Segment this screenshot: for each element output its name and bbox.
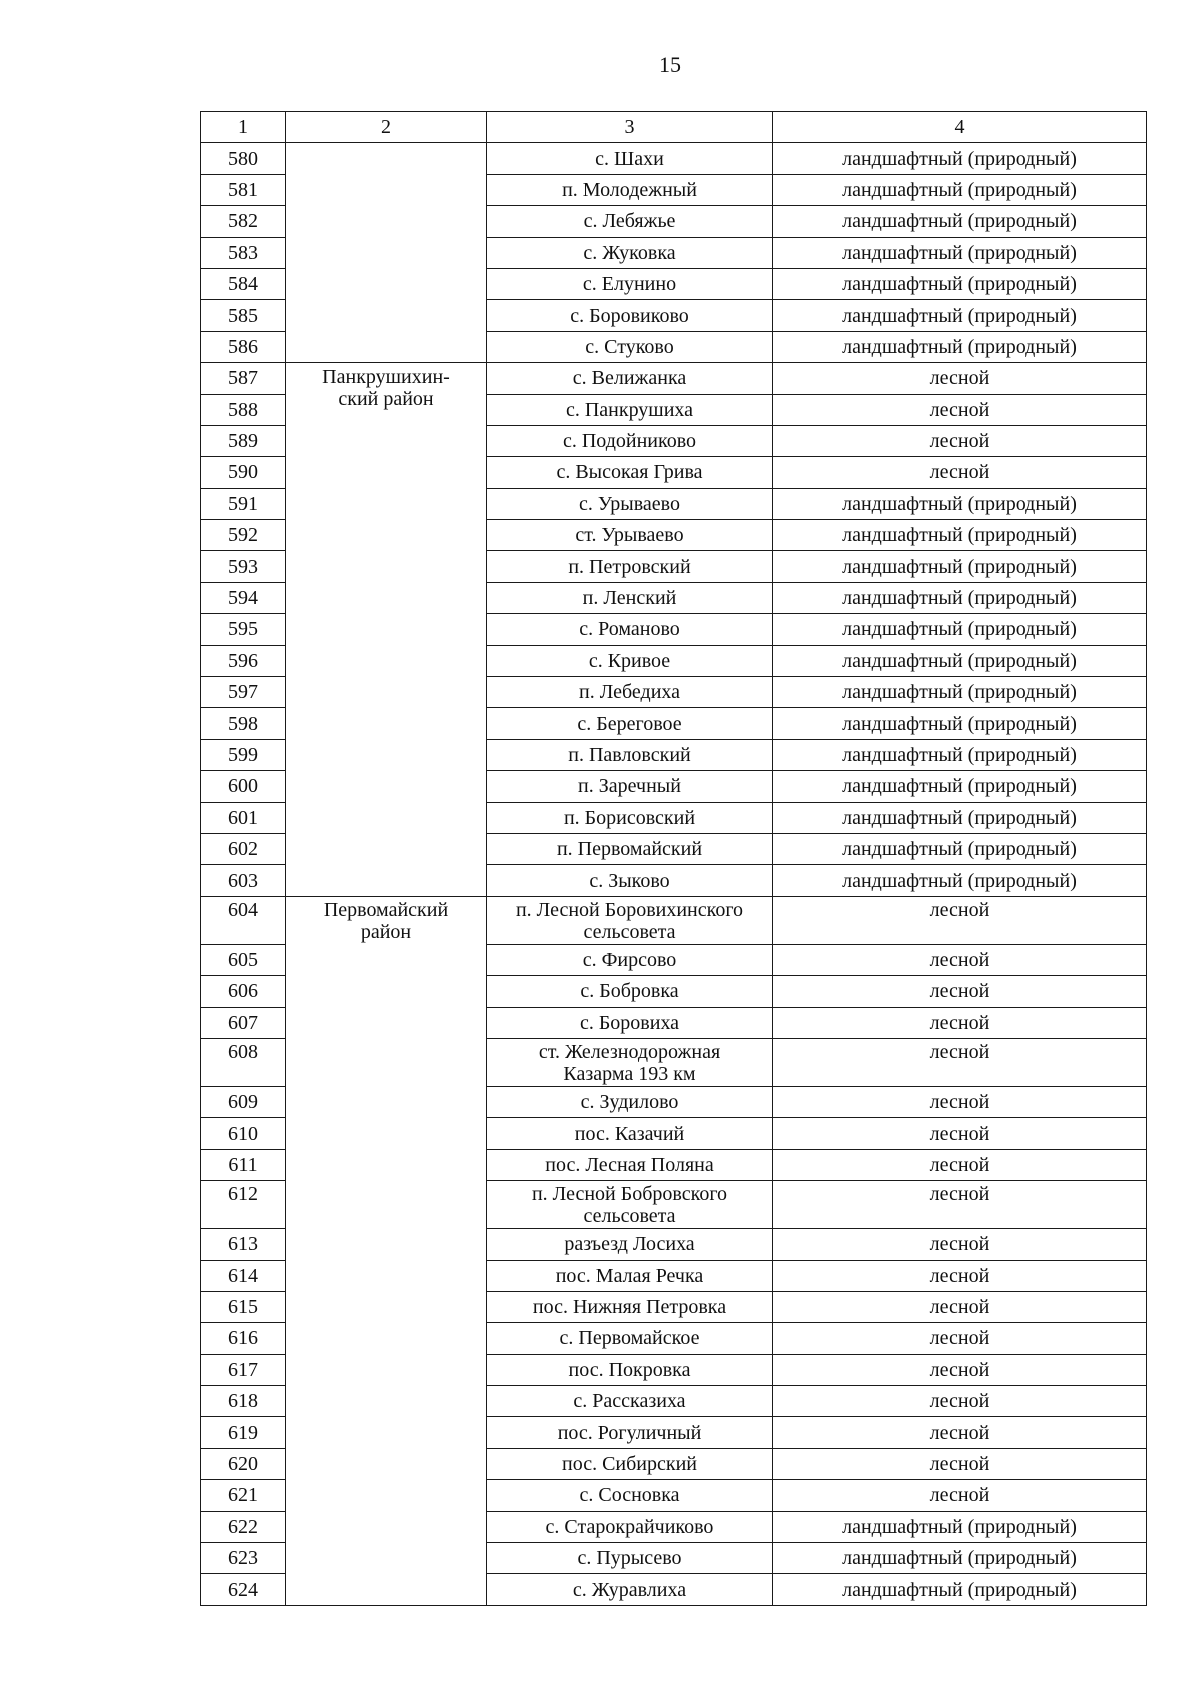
type-cell: ландшафтный (природный)	[773, 520, 1147, 551]
settlement-cell: с. Боровиха	[487, 1007, 773, 1038]
type-cell: ландшафтный (природный)	[773, 488, 1147, 519]
row-number-cell: 623	[201, 1543, 286, 1574]
row-number-cell: 590	[201, 457, 286, 488]
row-number-cell: 612	[201, 1181, 286, 1229]
settlement-cell: п. Лебедиха	[487, 677, 773, 708]
settlement-cell: с. Бобровка	[487, 976, 773, 1007]
row-number-cell: 594	[201, 582, 286, 613]
type-cell: лесной	[773, 425, 1147, 456]
row-number-cell: 614	[201, 1260, 286, 1291]
type-cell: лесной	[773, 1181, 1147, 1229]
settlement-cell: с. Боровиково	[487, 300, 773, 331]
type-cell: ландшафтный (природный)	[773, 143, 1147, 174]
settlement-cell: ст. Урываево	[487, 520, 773, 551]
row-number-cell: 624	[201, 1574, 286, 1605]
district-cell	[286, 143, 487, 363]
settlement-cell: п. Павловский	[487, 739, 773, 770]
type-cell: лесной	[773, 394, 1147, 425]
row-number-cell: 585	[201, 300, 286, 331]
table-row	[201, 143, 1147, 174]
settlement-cell: с. Фирсово	[487, 944, 773, 975]
header-cell: 4	[773, 112, 1147, 143]
row-number-cell: 607	[201, 1007, 286, 1038]
settlement-cell: с. Пурысево	[487, 1543, 773, 1574]
type-cell: лесной	[773, 1417, 1147, 1448]
settlement-cell: с. Велижанка	[487, 363, 773, 394]
type-cell: лесной	[773, 363, 1147, 394]
row-number-cell: 586	[201, 331, 286, 362]
type-cell: ландшафтный (природный)	[773, 300, 1147, 331]
type-cell: ландшафтный (природный)	[773, 677, 1147, 708]
row-number-cell: 609	[201, 1086, 286, 1117]
settlement-cell: с. Береговое	[487, 708, 773, 739]
settlement-cell: п. Лесной Бобровского сельсовета	[487, 1181, 773, 1229]
row-number-cell: 600	[201, 771, 286, 802]
settlement-cell: разъезд Лосиха	[487, 1229, 773, 1260]
row-number-cell: 611	[201, 1149, 286, 1180]
type-cell: ландшафтный (природный)	[773, 237, 1147, 268]
type-cell: ландшафтный (природный)	[773, 1511, 1147, 1542]
settlement-cell: с. Шахи	[487, 143, 773, 174]
row-number-cell: 581	[201, 174, 286, 205]
settlement-cell: с. Зудилово	[487, 1086, 773, 1117]
row-number-cell: 604	[201, 896, 286, 944]
settlement-cell: с. Рассказиха	[487, 1386, 773, 1417]
settlement-cell: пос. Рогуличный	[487, 1417, 773, 1448]
type-cell: ландшафтный (природный)	[773, 582, 1147, 613]
settlement-cell: с. Урываево	[487, 488, 773, 519]
settlement-cell: с. Кривое	[487, 645, 773, 676]
type-cell: ландшафтный (природный)	[773, 614, 1147, 645]
settlement-cell: п. Первомайский	[487, 833, 773, 864]
settlement-cell: пос. Лесная Поляна	[487, 1149, 773, 1180]
type-cell: ландшафтный (природный)	[773, 771, 1147, 802]
row-number-cell: 617	[201, 1354, 286, 1385]
type-cell: ландшафтный (природный)	[773, 206, 1147, 237]
settlement-cell: п. Заречный	[487, 771, 773, 802]
row-number-cell: 605	[201, 944, 286, 975]
row-number-cell: 621	[201, 1480, 286, 1511]
type-cell: лесной	[773, 1386, 1147, 1417]
row-number-cell: 592	[201, 520, 286, 551]
settlement-cell: с. Старокрайчиково	[487, 1511, 773, 1542]
row-number-cell: 584	[201, 268, 286, 299]
type-cell: лесной	[773, 457, 1147, 488]
type-cell: лесной	[773, 1149, 1147, 1180]
table-header-row	[201, 112, 1147, 143]
type-cell: лесной	[773, 1086, 1147, 1117]
settlement-cell: пос. Нижняя Петровка	[487, 1291, 773, 1322]
type-cell: лесной	[773, 1480, 1147, 1511]
type-cell: ландшафтный (природный)	[773, 174, 1147, 205]
type-cell: лесной	[773, 1323, 1147, 1354]
type-cell: ландшафтный (природный)	[773, 331, 1147, 362]
settlement-cell: с. Первомайское	[487, 1323, 773, 1354]
table-body	[201, 112, 1147, 1606]
row-number-cell: 602	[201, 833, 286, 864]
type-cell: ландшафтный (природный)	[773, 739, 1147, 770]
settlement-cell: с. Стуково	[487, 331, 773, 362]
row-number-cell: 601	[201, 802, 286, 833]
settlement-cell: пос. Малая Речка	[487, 1260, 773, 1291]
settlement-cell: пос. Казачий	[487, 1118, 773, 1149]
row-number-cell: 596	[201, 645, 286, 676]
type-cell: лесной	[773, 976, 1147, 1007]
type-cell: ландшафтный (природный)	[773, 708, 1147, 739]
settlement-cell: с. Елунино	[487, 268, 773, 299]
district-cell: Первомайский район	[286, 896, 487, 1605]
header-cell: 1	[201, 112, 286, 143]
type-cell: лесной	[773, 896, 1147, 944]
row-number-cell: 615	[201, 1291, 286, 1322]
row-number-cell: 613	[201, 1229, 286, 1260]
settlement-cell: с. Жуковка	[487, 237, 773, 268]
type-cell: лесной	[773, 1118, 1147, 1149]
type-cell: ландшафтный (природный)	[773, 1574, 1147, 1605]
row-number-cell: 599	[201, 739, 286, 770]
page-number: 15	[659, 52, 681, 77]
row-number-cell: 619	[201, 1417, 286, 1448]
row-number-cell: 610	[201, 1118, 286, 1149]
row-number-cell: 583	[201, 237, 286, 268]
settlement-cell: п. Петровский	[487, 551, 773, 582]
settlement-cell: п. Ленский	[487, 582, 773, 613]
row-number-cell: 618	[201, 1386, 286, 1417]
row-number-cell: 582	[201, 206, 286, 237]
settlement-cell: с. Сосновка	[487, 1480, 773, 1511]
row-number-cell: 620	[201, 1448, 286, 1479]
type-cell: ландшафтный (природный)	[773, 551, 1147, 582]
row-number-cell: 593	[201, 551, 286, 582]
row-number-cell: 597	[201, 677, 286, 708]
type-cell: лесной	[773, 944, 1147, 975]
row-number-cell: 608	[201, 1038, 286, 1086]
settlement-cell: пос. Сибирский	[487, 1448, 773, 1479]
table-row	[201, 896, 1147, 944]
settlement-cell: п. Борисовский	[487, 802, 773, 833]
district-cell: Панкрушихин- ский район	[286, 363, 487, 897]
row-number-cell: 580	[201, 143, 286, 174]
header-cell: 3	[487, 112, 773, 143]
type-cell: лесной	[773, 1229, 1147, 1260]
settlement-cell: с. Панкрушиха	[487, 394, 773, 425]
row-number-cell: 591	[201, 488, 286, 519]
data-table	[200, 111, 1147, 1606]
type-cell: ландшафтный (природный)	[773, 645, 1147, 676]
type-cell: лесной	[773, 1448, 1147, 1479]
row-number-cell: 622	[201, 1511, 286, 1542]
row-number-cell: 606	[201, 976, 286, 1007]
settlement-cell: с. Лебяжье	[487, 206, 773, 237]
type-cell: лесной	[773, 1354, 1147, 1385]
type-cell: ландшафтный (природный)	[773, 268, 1147, 299]
row-number-cell: 589	[201, 425, 286, 456]
row-number-cell: 603	[201, 865, 286, 896]
type-cell: лесной	[773, 1291, 1147, 1322]
row-number-cell: 588	[201, 394, 286, 425]
settlement-cell: с. Журавлиха	[487, 1574, 773, 1605]
type-cell: ландшафтный (природный)	[773, 1543, 1147, 1574]
row-number-cell: 587	[201, 363, 286, 394]
type-cell: лесной	[773, 1038, 1147, 1086]
settlement-cell: п. Лесной Боровихинского сельсовета	[487, 896, 773, 944]
settlement-cell: с. Зыково	[487, 865, 773, 896]
settlement-cell: с. Подойниково	[487, 425, 773, 456]
row-number-cell: 598	[201, 708, 286, 739]
settlement-cell: с. Высокая Грива	[487, 457, 773, 488]
settlement-cell: ст. Железнодорожная Казарма 193 км	[487, 1038, 773, 1086]
row-number-cell: 616	[201, 1323, 286, 1354]
table-row	[201, 363, 1147, 394]
row-number-cell: 595	[201, 614, 286, 645]
type-cell: лесной	[773, 1007, 1147, 1038]
settlement-cell: п. Молодежный	[487, 174, 773, 205]
type-cell: ландшафтный (природный)	[773, 802, 1147, 833]
type-cell: ландшафтный (природный)	[773, 833, 1147, 864]
type-cell: ландшафтный (природный)	[773, 865, 1147, 896]
settlement-cell: пос. Покровка	[487, 1354, 773, 1385]
settlement-cell: с. Романово	[487, 614, 773, 645]
header-cell: 2	[286, 112, 487, 143]
type-cell: лесной	[773, 1260, 1147, 1291]
